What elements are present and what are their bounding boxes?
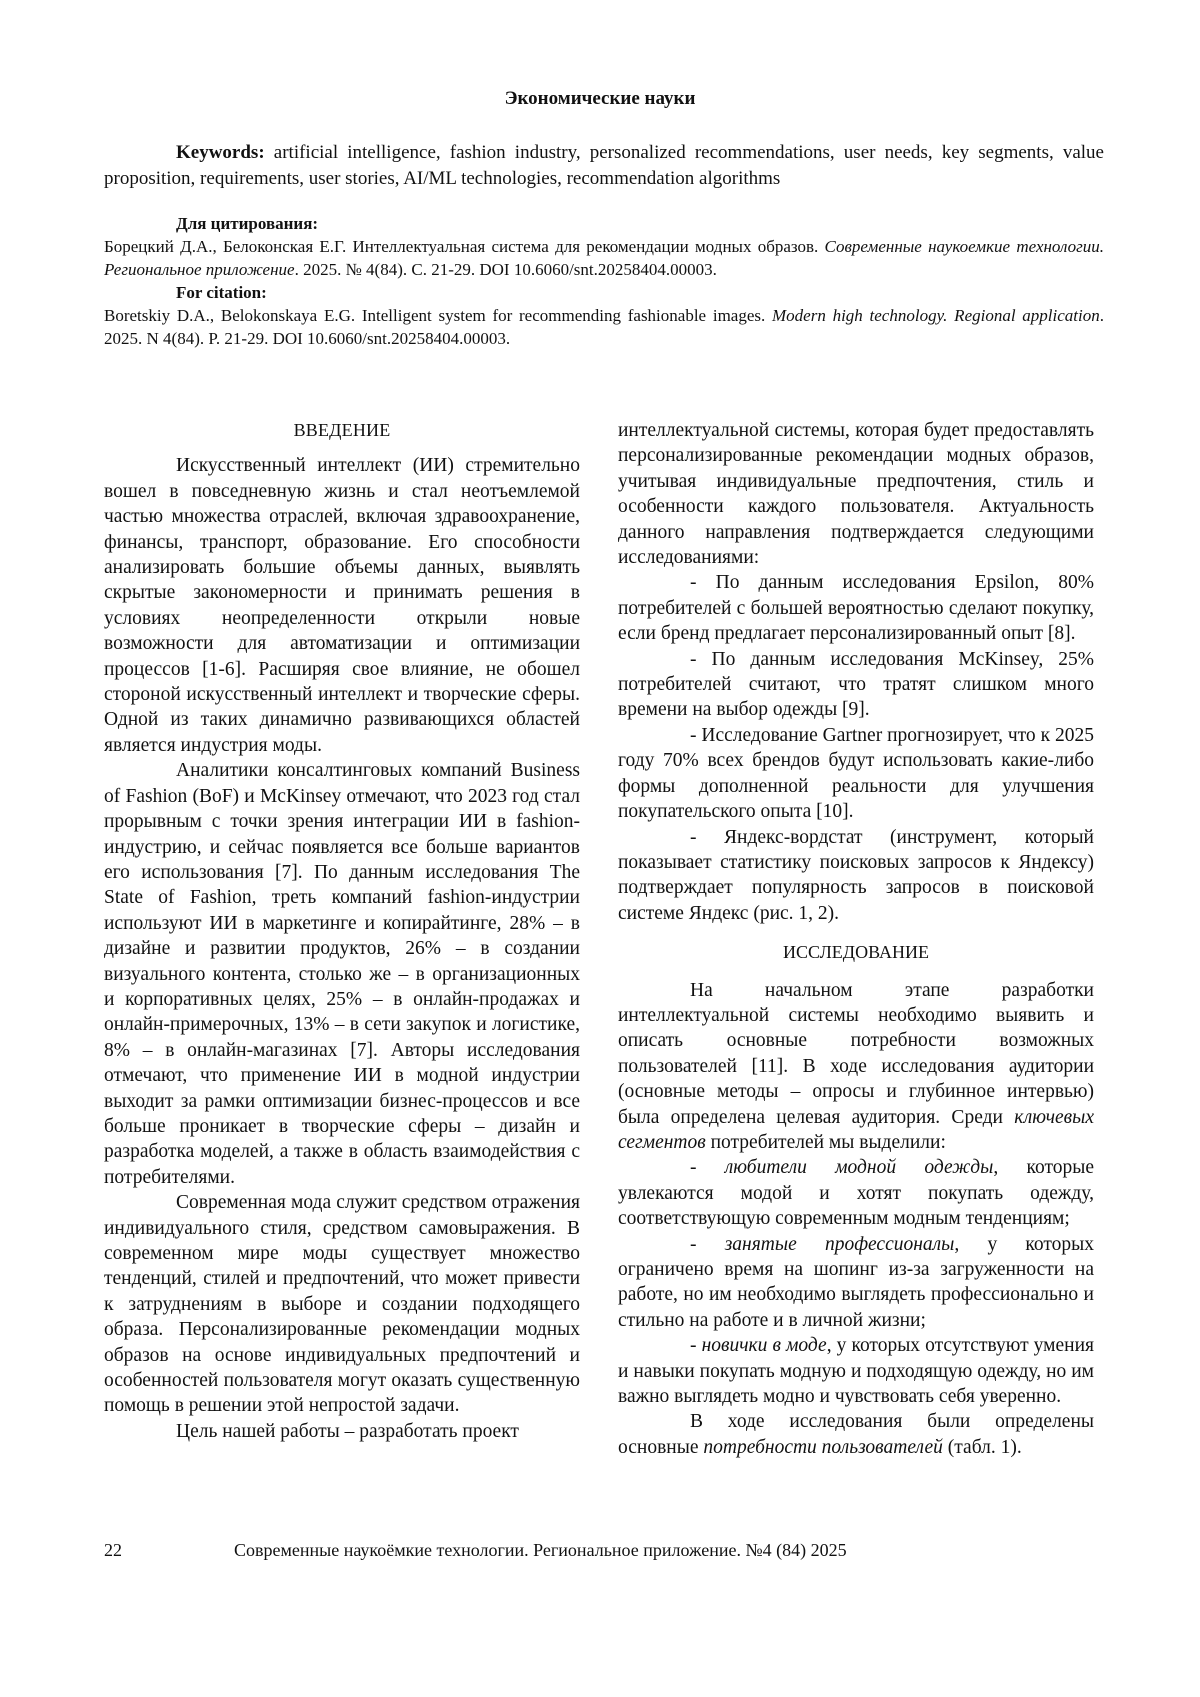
research-p2-italic: потребности пользователей	[703, 1436, 943, 1458]
keywords	[104, 140, 1104, 192]
segment-fashion-lovers	[618, 1155, 1094, 1231]
citation-en-head: For citation:	[176, 283, 267, 302]
segment-2-text: , у которых ограничено время на шопинг из-за загруженности на работе, но им необходимо выглядеть профессионально и стильно на работе и в личной жизни;	[618, 1233, 1094, 1331]
segment-2-italic: - занятые профессионалы	[690, 1233, 955, 1255]
citation-ru-rest: . 2025. № 4(84). С. 21-29. DOI 10.6060/snt.20258404.00003.	[294, 260, 717, 279]
heading-introduction: ВВЕДЕНИЕ	[293, 420, 391, 440]
research-p2-text-b: (табл. 1).	[942, 1436, 1022, 1458]
research-paragraph-2	[618, 1409, 1094, 1460]
research-p1-italic: ключевых сегментов	[618, 1106, 1094, 1153]
citation-en-rest: . 2025. N 4(84). P. 21-29. DOI 10.6060/snt.20258404.00003.	[104, 306, 1104, 348]
citation-ru	[104, 212, 1104, 281]
segment-1-italic: - любители модной одежды	[690, 1157, 994, 1179]
page-number: 22	[104, 1540, 122, 1560]
citation-ru-body	[104, 235, 1104, 281]
research-paragraph-1	[618, 978, 1094, 1156]
journal-name: Современные наукоёмкие технологии. Региональное приложение. №4 (84) 2025	[234, 1540, 847, 1560]
segment-3-text: , у которых отсутствуют умения и навыки покупать модную и подходящую одежду, но им важно выглядеть модно и чувствовать себя уверенно.	[618, 1335, 1094, 1408]
research-p1-text-b: потребителей мы выделили:	[705, 1131, 946, 1153]
citation-ru-head: Для цитирования:	[176, 214, 319, 233]
segment-beginners	[618, 1333, 1094, 1409]
research-p1-text-a: На начальном этапе разработки интеллектуальной системы необходимо выявить и описать основные потребности возможных пользователей [11]. В ходе исследования аудитории (основные методы – опросы и глубинное интервью) была определена целевая аудитория. Среди	[618, 979, 1094, 1128]
segment-1-text: , которые увлекаются модой и хотят покупать одежду, соответствующую современным модным тенденциям;	[618, 1157, 1094, 1230]
intro-paragraph-3: Современная мода служит средством отражения индивидуального стиля, средством самовыражения. В современном мире моды существует множество тенденций, стилей и предпочтений, что может привести к затруднениям в выборе и создании подходящего образа. Персонализированные рекомендации модных образов на основе индивидуальных предпочтений и особенностей пользователя могут оказать существенную помощь в решении этой непростой задачи.	[104, 1192, 580, 1417]
intro-paragraph-4: Цель нашей работы – разработать проект	[176, 1420, 519, 1442]
citation-ru-authors: Борецкий Д.А., Белоконская Е.Г. Интеллектуальная система для рекомендации модных образов.	[104, 237, 825, 256]
citation-ru-journal: Современные наукоемкие технологии. Региональное приложение	[104, 237, 1105, 279]
research-p2-text-a: В ходе исследования были определены основные	[618, 1411, 1094, 1458]
bullet-epsilon: - По данным исследования Epsilon, 80% потребителей с большей вероятностью сделают покупку, если бренд предлагает персонализированный опыт [8].	[618, 572, 1094, 645]
bullet-yandex: - Яндекс-вордстат (инструмент, который показывает статистику поисковых запросов к Яндексу) подтверждает популярность запросов в поисковой системе Яндекс (рис. 1, 2).	[618, 826, 1094, 924]
segment-busy-professionals	[618, 1232, 1094, 1334]
right-column	[618, 418, 1094, 1460]
section-title: Экономические науки	[504, 88, 696, 109]
left-column	[104, 418, 580, 1444]
bullet-mckinsey: - По данным исследования McKinsey, 25% потребителей считают, что тратят слишком много времени на выбор одежды [9].	[618, 648, 1094, 721]
intro-paragraph-1: Искусственный интеллект (ИИ) стремительно вошел в повседневную жизнь и стал неотъемлемой частью множества отраслей, включая здравоохранение, финансы, транспорт, образование. Его способности анализировать большие объемы данных, выявлять скрытые закономерности и принимать решения в условиях неопределенности открыли новые возможности для автоматизации и оптимизации процессов [1-6]. Расширяя свое влияние, не обошел стороной искусственный интеллект и творческие сферы. Одной из таких динамично развивающихся областей является индустрия моды.	[104, 455, 580, 756]
citation-en-body	[104, 304, 1104, 350]
right-paragraph-1: интеллектуальной системы, которая будет предоставлять персонализированные рекомендации модных образов, учитывая индивидуальные предпочтения, стиль и особенности каждого пользователя. Актуальность данного направления подтверждается следующими исследованиями:	[618, 420, 1094, 569]
heading-research: ИССЛЕДОВАНИЕ	[783, 942, 929, 963]
keywords-label: Keywords:	[176, 142, 265, 163]
keywords-text: artificial intelligence, fashion industry, personalized recommendations, user needs, key segments, value proposition, requirements, user stories, AI/ML technologies, recommendation algorithms	[104, 142, 1104, 189]
intro-paragraph-2: Аналитики консалтинговых компаний Business of Fashion (BoF) и McKinsey отмечают, что 2023 год стал прорывным с точки зрения интеграции ИИ в fashion-индустрию, и сейчас появляется все больше вариантов его использования [7]. По данным исследования The State of Fashion, треть компаний fashion-индустрии используют ИИ в маркетинге и копирайтинге, 28% – в дизайне и развитии продуктов, 26% – в создании визуального контента, столько же – в организационных и корпоративных целях, 25% – в онлайн-продажах и онлайн-примерочных, 13% – в сети закупок и логистике, 8% – в онлайн-магазинах [7]. Авторы исследования отмечают, что применение ИИ в модной индустрии выходит за рамки оптимизации бизнес-процессов и все больше проникает в творческие сферы – дизайн и разработка моделей, а также в область взаимодействия с потребителями.	[104, 760, 580, 1188]
bullet-gartner: - Исследование Gartner прогнозирует, что к 2025 году 70% всех брендов будут использовать какие-либо формы дополненной реальности для улучшения покупательского опыта [10].	[618, 724, 1094, 823]
citation-en	[104, 281, 1104, 350]
citation-en-authors: Boretskiy D.A., Belokonskaya E.G. Intelligent system for recommending fashionable images.	[104, 306, 772, 325]
citation-en-journal: Modern high technology. Regional application	[772, 306, 1100, 325]
segment-3-italic: - новички в моде	[690, 1335, 827, 1357]
